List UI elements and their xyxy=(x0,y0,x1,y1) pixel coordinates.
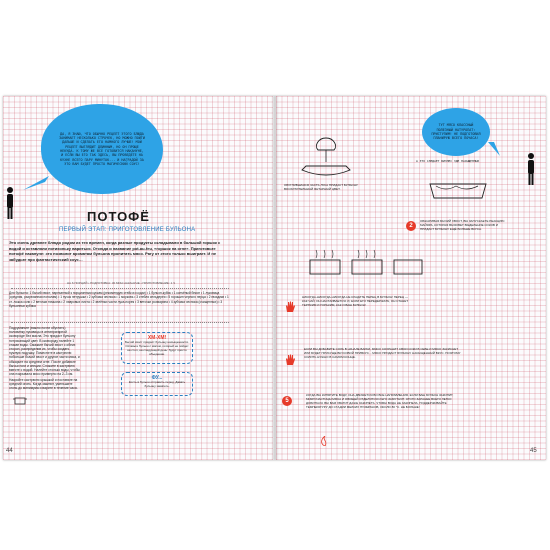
steps-more-text: Накройте кастрюлю крышкой и поставьте на средний огонь. Когда закипит, уменьшите огонь до минимума и варите в течение часа. xyxy=(9,378,78,391)
person-silhouette-icon xyxy=(526,152,536,186)
recipe-title: ПОТОФЁ xyxy=(87,209,150,224)
callout-fu-title: ФУ... xyxy=(151,375,163,381)
callout-hmm-text: Бычий хвост придаст бульону насыщенности. Оставьте бульон с мясом, который не пойдет на стол, на следующий день: будут просто объедение. xyxy=(125,340,189,356)
pan-icon xyxy=(296,136,356,182)
page-number-left: 44 xyxy=(6,448,13,454)
pot-icon xyxy=(13,396,27,405)
speech-bubble-right: ТУТ МЯСО КЛАССНЫЙ ПОЛЕЗНЫЙ НАТУРОПАТ: ПРИСТУПИМ! НЕ ПОДГОТОВИЛ ПЛАНИРУЮ ВСЕГО ПОЧАСА! xyxy=(422,108,490,156)
step3-label: НИКОГДА-НИКОГДА-НИКОГДА НЕ КЛАДИТЕ ПЕРЕЦ В БУЛЬОН! ПЕРЕЦ — КАК ЧАЙ, ОН НАСТАИВАЕТСЯ. И, ЕСЛИ ЕГО ПЕРЕДЕРЖАТЬ, ОН СТАНЕТ ТЕРПКИМ И ГОРЬКИМ, КАК И ВАШ БУЛЬОН! xyxy=(302,295,409,307)
page-number-right: 45 xyxy=(530,448,537,454)
callout-hmm-title: ХМ-ХМ! xyxy=(147,335,167,341)
flame-icon xyxy=(316,436,334,446)
callout-fu xyxy=(121,372,193,396)
step5-label: КОГДА ВЫ КИПЯТИТЕ ВОДУ, ОНА ДВИЖЕТСЯ ВО ВСЕ НАПРАВЛЕНИЯ. ЕСЛИ ВАШ БУЛЬОН ЗАКИПИТ, МИКРОЧАСТИЦЫ МЯСА И ОВОЩЕЙ ОТДЕЛЯТСЯ И ЕГО ЗАМУТНЯТ. ЭТОГО ЗАРАНЕЕ ВСЕГО ЛЕГКО ДОБИТЬСЯ. ВЫ ВАМ ХВАТИТ ДАЖЕ ЗАКИПЕТЬ. ЧТОБЫ ВОДА НЕ ЗАКИПЕЛА, ПОДДЕРЖИВАЙТЕ ТЕМПЕРАТУРУ ДО СТАДИИ МЕЛКИХ ПУЗЫРЬКОВ, ОКОЛО 80 °С. НЕ БОЛЬШЕ! xyxy=(306,393,454,409)
book-spread xyxy=(3,96,546,460)
bubble-tail xyxy=(21,174,51,192)
portions-line: НА 6 ПОРЦИЙ • ПОДГОТОВКА: 30 МИН НАКАНУНЕ • ПРИГОТОВЛЕНИЕ: 1 Ч xyxy=(66,281,176,285)
step1-label: ОБУГЛИВШАЯСЯ ЧАСТЬ ЛУКА ПРИДАСТ БУЛЬОНУ ВОСХИТИТЕЛЬНЫЙ ЯНТАРНЫЙ ЦВЕТ. xyxy=(284,183,358,191)
pan-icon xyxy=(426,176,490,204)
speech-bubble-left: ДА, Я ЗНАЮ, ЧТО ОБЫЧНО РЕЦЕПТ ЭТОГО БЛЮДА ЗАНИМАЕТ НЕСКОЛЬКО СТРОЧЕК, НО МОЖНО ПОЙТИ ДАЛЬШЕ И СДЕЛАТЬ ЕГО НАМНОГО ЛУЧШЕ! МОЙ РЕЦЕПТ ВЫГЛЯДИТ ДЛИННЫМ, НО ОН ПРОЩЕ НЕКУДА. К ТОМУ ЖЕ ВСЁ ГОТОВИТСЯ НАКАНУНЕ, И ЕСЛИ ВЫ ЕГО ТАК ЗДЕСЬ, ВЫ ПРОВЕДЁТЕ НА КУХНЕ ВСЕГО ПАРУ МИНУТОК... И НАГРАДОЙ ЗА ЭТО ВАМ БУДЕТ ПРОСТО МАГИЧЕСКИЙ СОУС! xyxy=(41,104,163,194)
ingredients-text: Для бульона: 1 бычий хвост, нарезанный к порционным кускам (рекомендую стейк из кодзи) • 1 бульон-кубик • 1 копчёный бекон • 1 луковица (средняя, разрезанная пополам) • 1 пучок петрушки • 2 зубчика чеснока • 1 морковь • 3 стебля сельдерея • 5 горошин черного перца • 2 гвоздики • 1 ст. ложка соли • 2 веточки тимьяна • 2 лавровых листа • 2 зелёных части лука-порея • 3 веточки розмарина • 4 зубчика чеснока (очищенных) • 3 бульонных кубика xyxy=(9,291,229,309)
steps-text: Подрумяньте (важно почти обуглить) половинку луковицы в антипригарной сковороде без масла. Это придаст бульону потрясающий цвет. В сковороду налейте 1 стакан воды. Смажьте бычий хвост с обеих сторон, распределив их, чтобы создать нужную подушку. Поместите в кастрюлю побольше бычий хвост и другие части мяса, и обжарьте на среднем огне. После добавьте бычьи ноги и специи. Сложите в кастрюлю вместе с водой. Налейте столько воды, чтобы она покрывала мясо примерно на 2–3 см. xyxy=(9,326,80,377)
step4-label: ЕСЛИ ВЫ ДОБАВИТЕ СОЛЬ В НАЧАЛЕ ВАРКИ, МЯСО СОХРАНИТ СВОИ СОКИ В СЕБЕ И МЯСО ЗАКИСНЕТ ИЛИ БУДЕТ ПРИСУЩЕ ВКУСОВОЙ ПРИВКУС... МЯСО ПРИДАСТ БУЛЬОНУ НАСЫЩЕННЫЙ ВКУС. ПОЭТОМУ СОЛИТЬ НУЖНО В САМОМ КОНЦЕ. xyxy=(304,347,461,359)
step-number-5: 5 xyxy=(282,396,292,406)
ingredients-divider xyxy=(11,322,229,323)
bubble-tail-right xyxy=(486,140,502,158)
portions-divider xyxy=(11,288,229,289)
right-page xyxy=(276,96,546,460)
step2-label: ОБЖАРИВАЯ БЫЧИЙ ХВОСТ, ВЫ ЗАПУСКАЕТЕ РЕАКЦИЮ МАЙЯРА, КОТОРАЯ ВЫЗОВЕТ ВЫДЕЛЕНИЕ СОКОВ И ПРИДАСТ БУЛЬОНУ ЕЩЁ БОЛЬШЕ ВКУСА. xyxy=(420,219,505,231)
callout-hmm xyxy=(121,332,193,364)
step-number-2: 2 xyxy=(406,221,416,231)
left-page xyxy=(3,96,273,460)
pot-icon xyxy=(306,246,426,278)
small-note-a: А ЭТО СЛЕДАЕТ БИЗНЕС ЗДЕ НАСЫЩЕННЫХ xyxy=(416,159,480,163)
person-silhouette-icon xyxy=(5,186,15,220)
red-hand-icon xyxy=(284,354,296,366)
callout-fu-text: Кость в бульон отправить перед, Давать бульону закипеть. xyxy=(128,380,186,388)
red-hand-icon xyxy=(284,301,296,313)
intro-text: Это очень древнее блюдо родом из тех времен, когда разные продукты складывали в большой горшок с водой и оставляли потихоньку вариться. Отсюда и название pot-au-feu, «горшок на огне». Приготовьте потофё накануне: это позволит ароматам бульона пропитать мясо. Рагу от этого только выиграет. И не забудьте про фантастический соус… xyxy=(9,240,221,262)
recipe-subtitle: ПЕРВЫЙ ЭТАП: ПРИГОТОВЛЕНИЕ БУЛЬОНА xyxy=(59,227,196,233)
